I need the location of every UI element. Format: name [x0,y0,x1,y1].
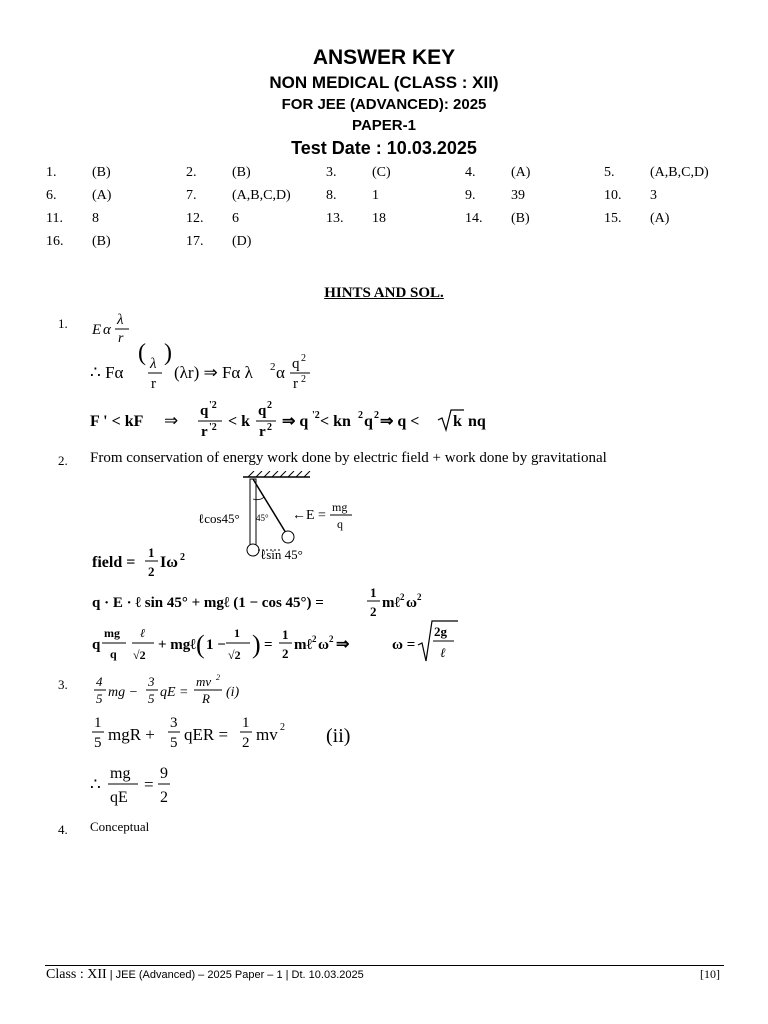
eq2-m: mℓ [382,595,401,611]
frac-r2: r [293,376,298,392]
frac-1: 1 [234,626,240,640]
answer-value: (C) [372,165,391,180]
s3-mg: mg − [108,685,139,700]
s3-qE: qE = [160,685,189,700]
eq1-tail: ⇒ q < [380,413,420,430]
exam-name: FOR JEE (ADVANCED): 2025 [281,96,487,113]
frac-2: 2 [370,604,377,619]
bob-displaced [282,531,294,543]
answer-number: 12. [186,211,204,226]
sup: '2 [209,422,217,433]
eq3-omega: ω [318,637,329,653]
footer-exam-info: | JEE (Advanced) – 2025 Paper – 1 | Dt. 10.03.2025 [106,969,364,981]
sup: 2 [216,673,220,682]
answer-value: (B) [92,165,111,180]
frac-mg: mg [332,500,348,514]
paren-close: ) [252,630,261,659]
frac-1: 1 [370,585,377,600]
omega-eq: ω = [392,637,416,653]
answer-number: 6. [46,188,57,203]
eq-label-i: (i) [226,685,240,700]
s3-mv: mv [256,725,278,744]
frac-num-lambda: λ [117,312,124,328]
frac-5: 5 [94,735,102,751]
sup: 2 [270,361,276,373]
sup: 2 [267,422,272,433]
answer-value: (A,B,C,D) [650,165,709,180]
frac-5: 5 [170,735,178,751]
frac-rp: r [201,424,208,440]
frac-mg: mg [110,765,131,782]
eq-label-ii: (ii) [326,725,351,747]
answer-value: (B) [511,211,530,226]
frac-sqrt2: √2 [133,648,146,662]
vertical-rod [250,479,256,545]
answer-value: 3 [650,188,657,203]
frac-1: 1 [148,545,155,560]
frac-q: q [258,403,267,419]
answer-value: 18 [372,211,386,226]
eq3-eq: = [264,637,273,653]
frac-qp: q [200,403,209,419]
frac-2: 2 [148,564,155,579]
answer-number: 8. [326,188,337,203]
pendulum-string [253,479,286,533]
sup: 2 [280,722,285,733]
sup: '2 [312,410,320,421]
answer-value: (A) [92,188,112,203]
frac-sqrt2: √2 [228,648,241,662]
implies-arrow: ⇒ [164,411,179,430]
answer-number: 3. [326,165,337,180]
answer-number: 2. [186,165,197,180]
page-number: [10] [700,967,720,981]
eq1-frac-lambda: λ [150,356,157,372]
answer-number: 7. [186,188,197,203]
sup: 2 [301,374,306,385]
eq3-one-minus: 1 − [206,637,226,653]
equals: = [144,775,154,794]
answer-value: (B) [92,234,111,249]
therefore: ∴ [90,775,101,794]
answer-number: 4. [465,165,476,180]
solution-2-number: 2. [58,453,68,468]
solution-4-text: Conceptual [90,819,150,834]
frac-q2: q [292,356,300,372]
sym-alpha: α [276,363,285,382]
frac-2: 2 [282,646,289,661]
answer-number: 13. [326,211,344,226]
answer-number: 5. [604,165,615,180]
footer-left [46,967,364,983]
eq1-frac-r: r [151,376,156,392]
frac-R: R [202,691,210,706]
paper-label: PAPER-1 [352,117,416,134]
answer-value: 6 [232,211,239,226]
sup: 2 [267,400,272,411]
answer-value: 8 [92,211,99,226]
sup: 2 [180,552,185,563]
answer-number: 16. [46,234,64,249]
solution-1-equation-image [88,310,550,442]
sym-E: E [92,322,102,338]
label-lcos45: ℓcos45° [198,511,240,526]
answer-value: (A,B,C,D) [232,188,291,203]
answer-value: (B) [232,165,251,180]
frac-1: 1 [242,715,250,731]
frac-l: ℓ [440,645,446,660]
energy-eq: q · E · ℓ sin 45° + mgℓ (1 − cos 45°) = [92,595,324,611]
frac-mg: mg [104,626,120,640]
sup: 2 [417,592,422,602]
eq3-q: q [92,637,101,653]
answer-value: (A) [511,165,531,180]
answer-number: 9. [465,188,476,203]
footer-class: Class : XII [46,967,107,982]
answer-value: (D) [232,234,252,249]
bob-rest [247,544,259,556]
frac-3: 3 [170,715,178,731]
eq1-lt-k: < k [228,413,251,430]
answer-number: 11. [46,211,63,226]
eq1-tail: nq [468,413,486,430]
s3-qER: qER = [184,725,229,744]
sup: 2 [374,410,379,421]
sym-alpha: α [103,322,111,338]
eq1-line2-prefix: ∴ Fα [90,363,124,382]
frac-den-r: r [118,331,124,346]
frac-1: 1 [282,627,289,642]
frac-l: ℓ [140,626,145,640]
hints-title: HINTS AND SOL. [324,285,444,301]
implies-arrow: ⇒ [336,636,350,653]
frac-2g: 2g [434,624,447,639]
eq2-omega: ω [406,595,417,611]
answer-number: 15. [604,211,622,226]
sup: 2 [400,592,405,602]
frac-9: 9 [160,765,168,782]
sup: 2 [358,410,363,421]
eq3-m: mℓ [294,637,313,653]
sqrt-k: k [453,413,462,430]
test-date: Test Date : 10.03.2025 [291,138,477,158]
frac-2: 2 [160,789,168,806]
eq3-plus: + mgℓ [158,637,196,653]
frac-q: q [337,517,343,531]
solution-3-equation-image [88,672,370,812]
frac-1: 1 [94,715,102,731]
eq1-tail: < kn [320,413,351,430]
frac-2: 2 [242,735,250,751]
answer-value: (A) [650,211,670,226]
solution-2-equation-image [88,471,482,668]
eq1-tail: q [364,413,373,430]
field-text: field = [92,554,136,571]
sup: 2 [312,634,317,644]
solution-1-number: 1. [58,316,68,331]
s3-mgR: mgR + [108,725,155,744]
sup: 2 [301,353,306,364]
field-rhs: Iω [160,554,178,571]
answer-number: 14. [465,211,483,226]
answer-value: 1 [372,188,379,203]
frac-5: 5 [96,691,103,706]
frac-5: 5 [148,691,155,706]
footer-divider [45,965,724,966]
frac-4: 4 [96,674,103,689]
eq1-tail: ⇒ q [282,413,309,430]
answer-value: 39 [511,188,525,203]
label-lsin45: ℓsin 45° [260,547,303,562]
label-E: ←E = [292,508,326,523]
sup: '2 [209,400,217,411]
sup: 2 [329,634,334,644]
label-angle: 45° [256,513,269,523]
eq1-line3-a: F ' < kF [90,413,144,430]
frac-3: 3 [148,674,155,689]
solution-4-number: 4. [58,822,68,837]
answer-number: 17. [186,234,204,249]
paren-open: ( [196,630,205,659]
paren-open: ( [138,340,146,366]
eq1-line2-rest: (λr) ⇒ Fα λ [174,363,253,382]
answer-key-title: ANSWER KEY [312,46,456,69]
course-subtitle: NON MEDICAL (CLASS : XII) [269,73,499,92]
frac-q: q [110,647,117,661]
frac-r: r [259,424,266,440]
answer-number: 10. [604,188,622,203]
paren-close: ) [164,340,172,366]
frac-mv2: mv [196,674,212,689]
solution-2-text: From conservation of energy work done by electric field + work done by gravitational [90,450,607,466]
solution-3-number: 3. [58,677,68,692]
frac-qE: qE [110,789,128,806]
answer-number: 1. [46,165,57,180]
